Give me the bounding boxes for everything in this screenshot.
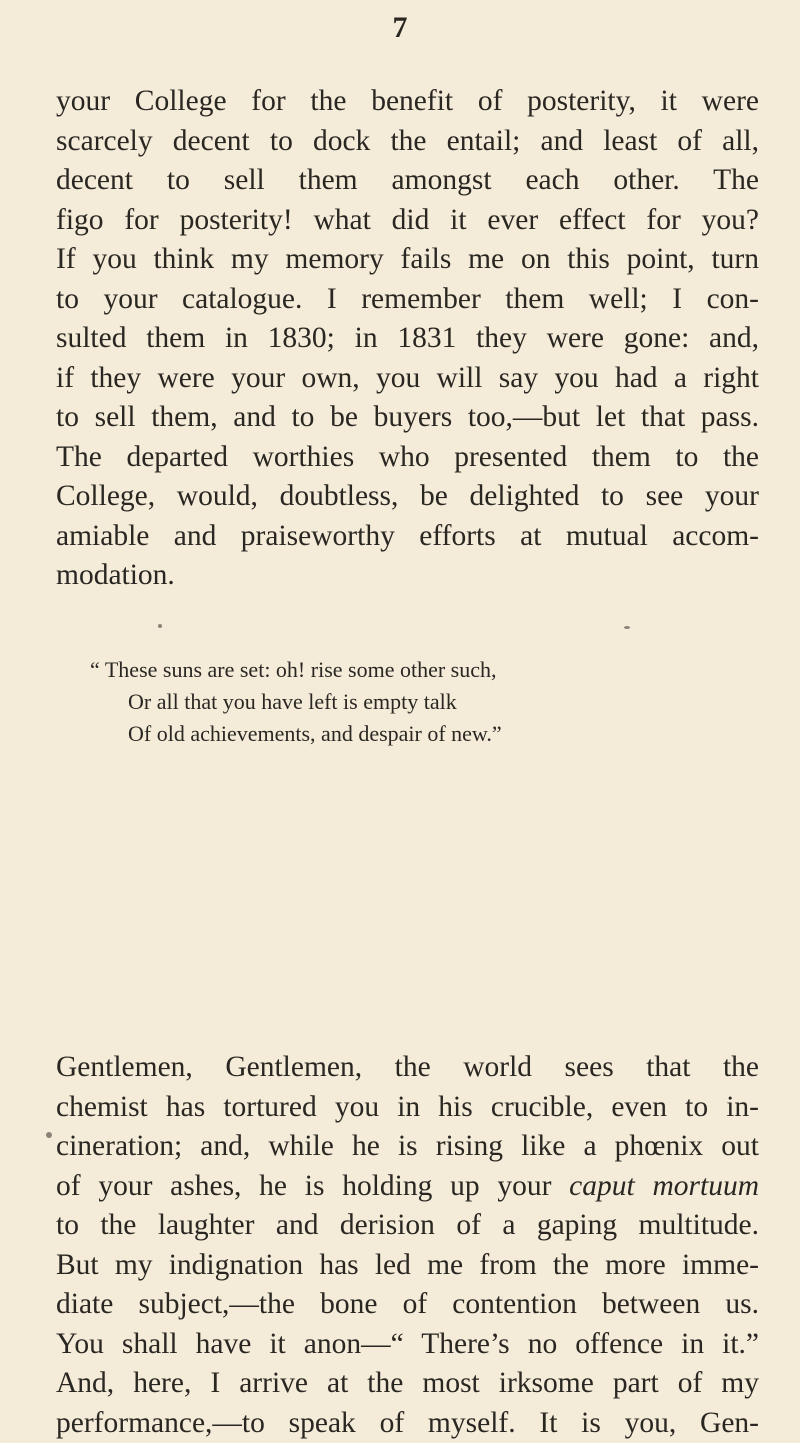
text-line: to sell them, and to be buyers too,—but let that pass. xyxy=(56,398,759,438)
ink-speck xyxy=(624,626,630,629)
text-line: amiable and praiseworthy efforts at mutual accom- xyxy=(56,517,759,557)
text-line: Gentlemen, Gentlemen, the world sees that the xyxy=(56,1048,759,1088)
text-line: You shall have it anon—“ There’s no offence in it.” xyxy=(56,1325,759,1365)
paragraph-1 xyxy=(56,82,759,596)
text-line: And, here, I arrive at the most irksome part of my xyxy=(56,1364,759,1404)
text-line: College, would, doubtless, be delighted to see your xyxy=(56,477,759,517)
text-line: decent to sell them amongst each other. The xyxy=(56,161,759,201)
text-line: But my indignation has led me from the more imme- xyxy=(56,1246,759,1286)
verse-line: “ These suns are set: oh! rise some other such, xyxy=(90,654,730,686)
text-line: performance,—to speak of myself. It is you, Gen- xyxy=(56,1404,759,1443)
text-line: scarcely decent to dock the entail; and least of all, xyxy=(56,122,759,162)
text-line: of your ashes, he is holding up your caput mortuum xyxy=(56,1167,759,1207)
ink-speck xyxy=(46,1132,52,1138)
text-line: if they were your own, you will say you had a right xyxy=(56,359,759,399)
text-line: sulted them in 1830; in 1831 they were gone: and, xyxy=(56,319,759,359)
text-line: diate subject,—the bone of contention between us. xyxy=(56,1285,759,1325)
text-line: If you think my memory fails me on this point, turn xyxy=(56,240,759,280)
text-line: The departed worthies who presented them to the xyxy=(56,438,759,478)
verse-quotation xyxy=(90,654,730,750)
text-line: figo for posterity! what did it ever effect for you? xyxy=(56,201,759,241)
paragraph-2 xyxy=(56,1048,759,1443)
text-line: chemist has tortured you in his crucible, even to in- xyxy=(56,1088,759,1128)
text-line: to the laughter and derision of a gaping multitude. xyxy=(56,1206,759,1246)
text-line: modation. xyxy=(56,556,759,596)
verse-line: Of old achievements, and despair of new.” xyxy=(90,718,730,750)
ink-speck xyxy=(158,624,162,628)
text-line: to your catalogue. I remember them well; I con- xyxy=(56,280,759,320)
text-line: cineration; and, while he is rising like a phœnix out xyxy=(56,1127,759,1167)
verse-line: Or all that you have left is empty talk xyxy=(90,686,730,718)
text-line: your College for the benefit of posterity, it were xyxy=(56,82,759,122)
page-number: 7 xyxy=(0,8,800,48)
italic-phrase: caput mortuum xyxy=(569,1170,759,1202)
